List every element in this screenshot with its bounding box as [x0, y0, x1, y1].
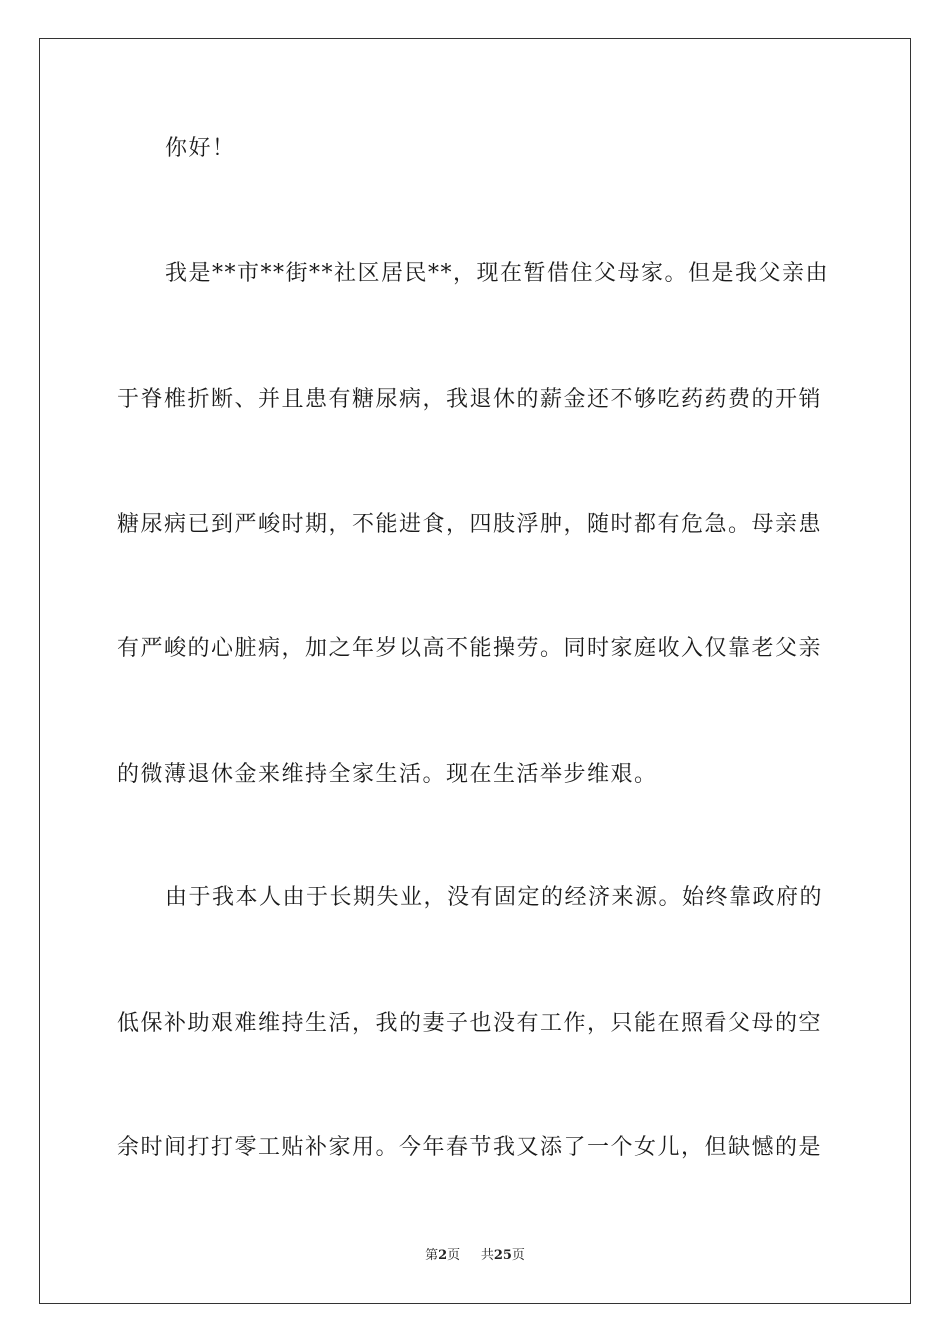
paragraph-line-5: 的微薄退休金来维持全家生活。现在生活举步维艰。: [117, 762, 658, 787]
page-border: [39, 38, 911, 1304]
paragraph-line-1: 我是**市**街**社区居民**，现在暂借住父母家。但是我父亲由: [165, 261, 830, 286]
total-pages: 25: [493, 1248, 512, 1263]
page-footer: [0, 1247, 950, 1265]
paragraph-line-3: 糖尿病已到严峻时期，不能进食，四肢浮肿，随时都有危急。母亲患: [117, 512, 823, 537]
paragraph-line-4: 有严峻的心脏病，加之年岁以高不能操劳。同时家庭收入仅靠老父亲: [117, 636, 823, 661]
paragraph-line-2: 于脊椎折断、并且患有糖尿病，我退休的薪金还不够吃药药费的开销: [117, 387, 823, 412]
paragraph-line-8: 余时间打打零工贴补家用。今年春节我又添了一个女儿，但缺憾的是: [117, 1135, 823, 1160]
page-prefix: 第: [425, 1248, 439, 1263]
paragraph-line-7: 低保补助艰难维持生活，我的妻子也没有工作，只能在照看父母的空: [117, 1011, 823, 1036]
total-prefix: 共: [480, 1248, 494, 1263]
page-number: 2: [438, 1248, 448, 1263]
paragraph-line-6: 由于我本人由于长期失业，没有固定的经济来源。始终靠政府的: [165, 885, 824, 910]
total-suffix: 页: [511, 1248, 525, 1263]
greeting-line: 你好！: [165, 136, 236, 161]
page-suffix: 页: [447, 1248, 461, 1263]
